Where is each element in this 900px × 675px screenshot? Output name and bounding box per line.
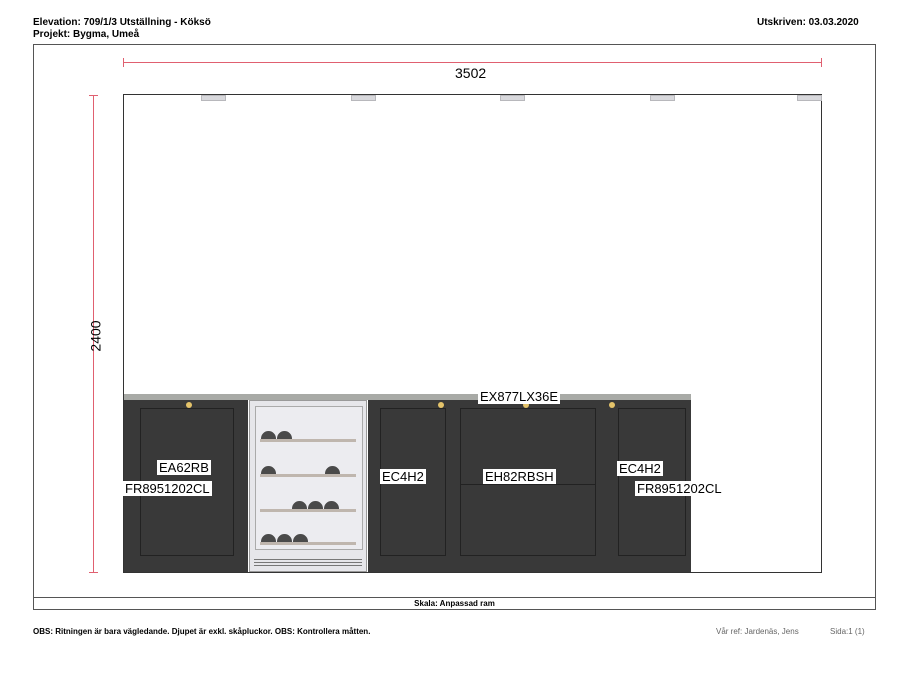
ceiling-spotlight (650, 95, 675, 101)
wine-bottle (325, 466, 340, 474)
disclaimer-note: OBS: Ritningen är bara vägledande. Djupet är exkl. skåpluckor. OBS: Kontrollera måtten. (33, 627, 371, 636)
worktop-label: EX877LX36E (480, 389, 559, 404)
wine-cooler-grille (254, 565, 362, 566)
wine-bottle (277, 431, 292, 439)
cabinet-knob (186, 402, 192, 408)
wine-bottle (261, 534, 276, 542)
width-dimension-tick-left (123, 58, 124, 67)
wine-shelf (260, 509, 356, 512)
wine-cooler-grille (254, 562, 362, 563)
wine-bottle (293, 534, 308, 542)
ceiling-spotlight (500, 95, 525, 101)
width-dimension-line (123, 62, 822, 63)
base-cabinet-3 (368, 400, 452, 572)
height-dimension-tick-bottom (89, 572, 98, 573)
wine-bottle (261, 466, 276, 474)
wine-cooler (249, 400, 367, 572)
ceiling-spotlight (201, 95, 226, 101)
cabinet-1-code-label: EA62RB (159, 460, 209, 475)
wine-cooler-grille (254, 559, 362, 560)
ceiling-spotlight (797, 95, 822, 101)
elevation-title: Elevation: 709/1/3 Utställning - Köksö (33, 17, 211, 28)
base-cabinet-4 (452, 400, 602, 572)
wine-bottle (292, 501, 307, 509)
scale-label: Skala: Anpassad ram (33, 597, 876, 610)
wine-shelf (260, 439, 356, 442)
width-dimension-label: 3502 (455, 65, 487, 81)
reference: Vår ref: Jardenäs, Jens (716, 627, 799, 636)
height-dimension-label: 2400 (87, 320, 104, 352)
cabinet-4-code-label: EH82RBSH (485, 469, 554, 484)
cabinet-3-code-label: EC4H2 (382, 469, 424, 484)
width-dimension-tick-right (821, 58, 822, 67)
wine-shelf (260, 474, 356, 477)
wine-cooler-glass (255, 406, 363, 550)
wine-shelf (260, 542, 356, 545)
cabinet-knob (438, 402, 444, 408)
wine-bottle (261, 431, 276, 439)
drawer-divider (460, 484, 596, 485)
cabinet-1-front-label: FR8951202CL (125, 481, 210, 496)
cabinet-5-front-label: FR8951202CL (637, 481, 722, 496)
project-title: Projekt: Bygma, Umeå (33, 29, 140, 40)
cabinet-knob (609, 402, 615, 408)
cabinet-5-code-label: EC4H2 (619, 461, 661, 476)
wine-bottle (324, 501, 339, 509)
page-number: Sida:1 (1) (830, 627, 865, 636)
ceiling-spotlight (351, 95, 376, 101)
print-date: Utskriven: 03.03.2020 (757, 17, 859, 28)
height-dimension-tick-top (89, 95, 98, 96)
wine-bottle (277, 534, 292, 542)
wine-bottle (308, 501, 323, 509)
